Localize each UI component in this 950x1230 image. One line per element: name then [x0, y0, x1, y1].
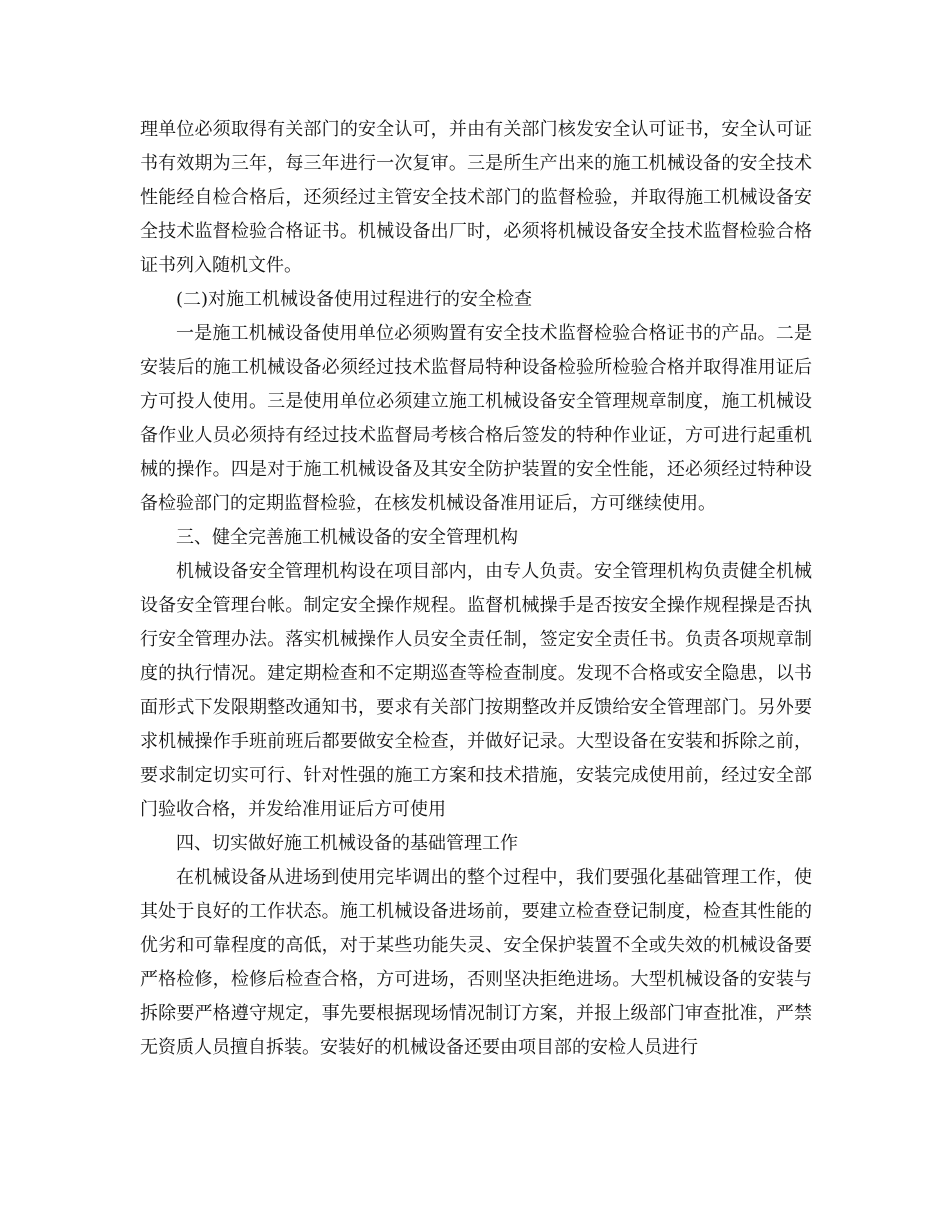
- body-paragraph-1: 理单位必须取得有关部门的安全认可，并由有关部门核发安全认可证书，安全认可证书有效期为三年，每三年进行一次复审。三是所生产出来的施工机械设备的安全技术性能经自检合格后，还须经过主管安全技术部门的监督检验，并取得施工机械设备安全技术监督检验合格证书。机械设备出厂时，必须将机械设备安全技术监督检验合格证书列入随机文件。: [140, 119, 812, 276]
- section-heading-4: 四、切实做好施工机械设备的基础管理工作: [176, 833, 518, 854]
- document-page: [140, 113, 812, 1065]
- section-heading-3: 三、健全完善施工机械设备的安全管理机构: [176, 527, 518, 548]
- body-paragraph-4: 在机械设备从进场到使用完毕调出的整个过程中，我们要强化基础管理工作，使其处于良好的工作状态。施工机械设备进场前，要建立检查登记制度，检查其性能的优劣和可靠程度的高低，对于某些功能失灵、安全保护装置不全或失效的机械设备要严格检修，检修后检查合格，方可进场，否则坚决拒绝进场。大型机械设备的安装与拆除要严格遵守规定，事先要根据现场情况制订方案，并报上级部门审查批准，严禁无资质人员擅自拆装。安装好的机械设备还要由项目部的安检人员进行: [140, 867, 812, 1058]
- section-heading-2-2: (二)对施工机械设备使用过程进行的安全检查: [176, 289, 533, 310]
- body-paragraph-2: 一是施工机械设备使用单位必须购置有安全技术监督检验合格证书的产品。二是安装后的施工机械设备必须经过技术监督局特种设备检验所检验合格并取得准用证后方可投人使用。三是使用单位必须建立施工机械设备安全管理规章制度，施工机械设备作业人员必须持有经过技术监督局考核合格后签发的特种作业证，方可进行起重机械的操作。四是对于施工机械设备及其安全防护装置的安全性能，还必须经过特种设备检验部门的定期监督检验，在核发机械设备准用证后，方可继续使用。: [140, 323, 812, 514]
- body-paragraph-3: 机械设备安全管理机构设在项目部内，由专人负责。安全管理机构负责健全机械设备安全管理台帐。制定安全操作规程。监督机械操手是否按安全操作规程操是否执行安全管理办法。落实机械操作人员安全责任制，签定安全责任书。负责各项规章制度的执行情况。建定期检查和不定期巡查等检查制度。发现不合格或安全隐患，以书面形式下发限期整改通知书，要求有关部门按期整改并反馈给安全管理部门。另外要求机械操作手班前班后都要做安全检查，并做好记录。大型设备在安装和拆除之前，要求制定切实可行、针对性强的施工方案和技术措施，安装完成使用前，经过安全部门验收合格，并发给准用证后方可使用: [140, 561, 812, 820]
